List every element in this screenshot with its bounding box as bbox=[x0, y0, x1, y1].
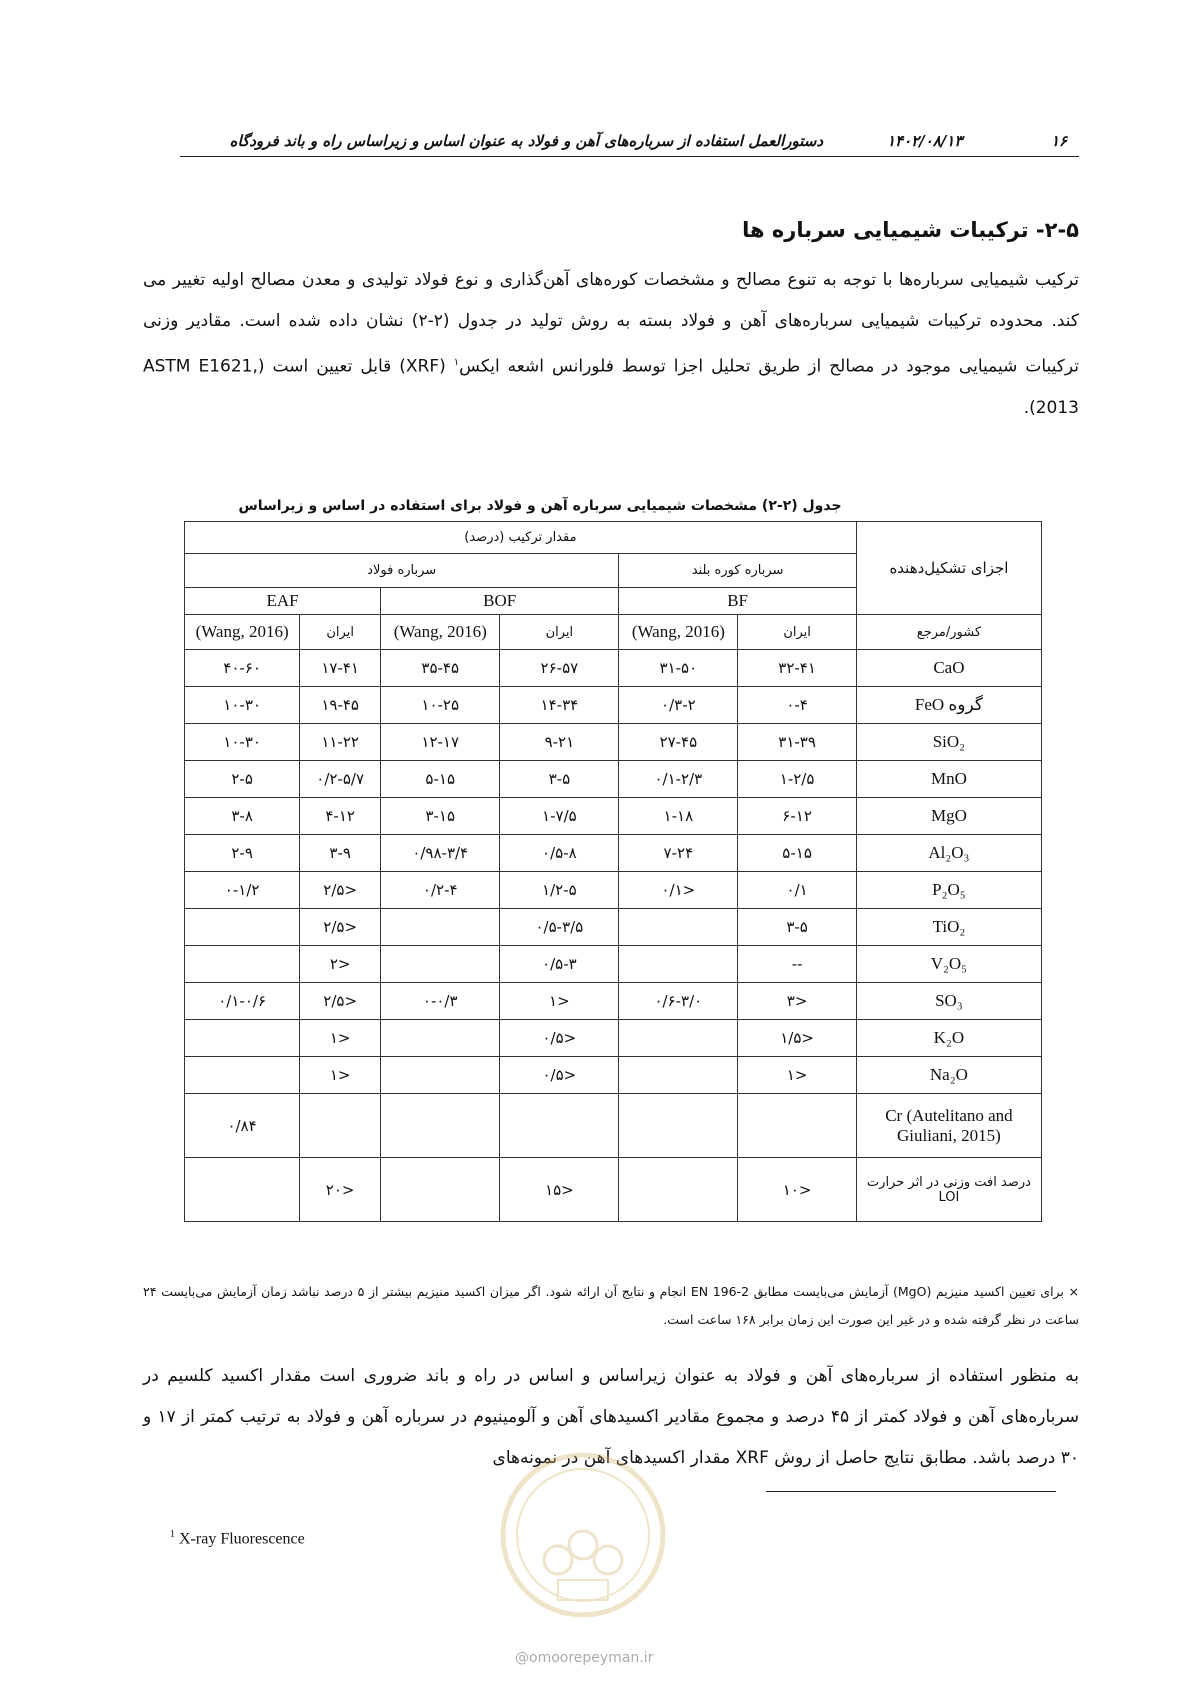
value-cell bbox=[185, 1158, 300, 1222]
component-name: MgO bbox=[856, 798, 1041, 835]
value-cell: ۵-۱۵ bbox=[381, 761, 500, 798]
header-date: ۱۴۰۲/۰۸/۱۳ bbox=[887, 132, 963, 150]
component-name: SiO₂ bbox=[856, 724, 1041, 761]
section-heading: ۲-۵- ترکیبات شیمیایی سرباره ها bbox=[742, 218, 1079, 242]
table-row bbox=[185, 872, 1042, 909]
header-eaf: EAF bbox=[185, 588, 381, 615]
value-cell: ۷-۲۴ bbox=[619, 835, 738, 872]
table-row bbox=[185, 983, 1042, 1020]
header-iran-bf: ایران bbox=[738, 615, 856, 650]
value-cell: ۰/۱-۰/۶ bbox=[185, 983, 300, 1020]
component-name: گروه FeO bbox=[856, 687, 1041, 724]
value-cell: ۰/۵-۳/۵ bbox=[500, 909, 619, 946]
value-cell bbox=[619, 946, 738, 983]
value-cell: ۲۶-۵۷ bbox=[500, 650, 619, 687]
header-components: اجزای تشکیل‌دهنده bbox=[856, 522, 1041, 615]
table-row bbox=[185, 761, 1042, 798]
value-cell: ۳-۸ bbox=[185, 798, 300, 835]
value-cell: <۱۰ bbox=[738, 1158, 856, 1222]
paragraph-intro-end: (XRF) قابل تعیین است (ASTM E1621, 2013). bbox=[143, 356, 1079, 418]
table-note: × برای تعیین اکسید منیزیم (MgO) آزمایش می‌بایست مطابق EN 196-2 انجام و نتایج آن ارائه شود. اگر میزان اکسید منیزیم بیشتر از ۵ درصد نباشد زمان آزمایش می‌بایست ۲۴ ساعت در نظر گرفته شده و در غیر این صورت این زمان برابر ۱۶۸ ساعت است. bbox=[143, 1284, 1080, 1327]
header-wang-bof: (Wang, 2016) bbox=[381, 615, 500, 650]
value-cell: ۳-۱۵ bbox=[381, 798, 500, 835]
value-cell: ۱-۲/۵ bbox=[738, 761, 856, 798]
header-blast-furnace: سرباره کوره بلند bbox=[619, 554, 857, 588]
value-cell: ۱-۷/۵ bbox=[500, 798, 619, 835]
composition-table bbox=[184, 521, 1042, 1222]
table-row bbox=[185, 909, 1042, 946]
footnote-marker: 1 bbox=[170, 1529, 175, 1540]
value-cell: ۲-۵ bbox=[185, 761, 300, 798]
value-cell: ۳۱-۳۹ bbox=[738, 724, 856, 761]
value-cell: ۱۹-۴۵ bbox=[300, 687, 381, 724]
header-iran-eaf: ایران bbox=[300, 615, 381, 650]
paragraph-requirements: به منظور استفاده از سرباره‌های آهن و فولاد به عنوان زیراساس و اساس در راه و باند ضروری است مقدار اکسید کلسیم در سرباره‌های آهن و فولاد کمتر از ۴۵ درصد و مجموع مقادیر اکسیدهای آهن و آلومینیوم در سرباره آهن و فولاد به ترتیب کمتر از ۱۷ و ۳۰ درصد باشد. مطابق نتایج حاصل از روش XRF مقدار اکسیدهای آهن در نمونه‌های bbox=[143, 1366, 1079, 1468]
value-cell bbox=[619, 1020, 738, 1057]
footnote-ref: ۱ bbox=[453, 357, 460, 368]
component-name: SO₃ bbox=[856, 983, 1041, 1020]
value-cell: ۰-۱/۲ bbox=[185, 872, 300, 909]
value-cell: ۱۰-۳۰ bbox=[185, 687, 300, 724]
value-cell: ۱۲-۱۷ bbox=[381, 724, 500, 761]
value-cell: <۲ bbox=[300, 946, 381, 983]
component-name: Na₂O bbox=[856, 1057, 1041, 1094]
table-row bbox=[185, 1057, 1042, 1094]
table-row bbox=[185, 1158, 1042, 1222]
value-cell: ۰/۱-۲/۳ bbox=[619, 761, 738, 798]
component-name: V₂O₅ bbox=[856, 946, 1041, 983]
footnote-text: X-ray Fluorescence bbox=[179, 1530, 305, 1548]
component-name: Al₂O₃ bbox=[856, 835, 1041, 872]
component-name: P₂O₅ bbox=[856, 872, 1041, 909]
value-cell: <۳ bbox=[738, 983, 856, 1020]
value-cell: ۰/۱ bbox=[738, 872, 856, 909]
value-cell: ۱۷-۴۱ bbox=[300, 650, 381, 687]
value-cell bbox=[619, 909, 738, 946]
value-cell: ۰/۲-۵/۷ bbox=[300, 761, 381, 798]
value-cell: ۶-۱۲ bbox=[738, 798, 856, 835]
watermark-seal bbox=[498, 1450, 668, 1640]
value-cell: ۲-۹ bbox=[185, 835, 300, 872]
component-name: Cr (Autelitano and Giuliani, 2015) bbox=[856, 1094, 1041, 1158]
value-cell: <۲/۵ bbox=[300, 909, 381, 946]
header-wang-bf: (Wang, 2016) bbox=[619, 615, 738, 650]
value-cell bbox=[738, 1094, 856, 1158]
value-cell: <۱ bbox=[300, 1020, 381, 1057]
component-name: TiO₂ bbox=[856, 909, 1041, 946]
value-cell: ۰/۵-۸ bbox=[500, 835, 619, 872]
value-cell bbox=[300, 1094, 381, 1158]
value-cell: ۹-۲۱ bbox=[500, 724, 619, 761]
value-cell bbox=[381, 1158, 500, 1222]
value-cell bbox=[381, 1094, 500, 1158]
value-cell bbox=[381, 946, 500, 983]
value-cell: ۰/۲-۴ bbox=[381, 872, 500, 909]
value-cell: ۰/۶-۳/۰ bbox=[619, 983, 738, 1020]
value-cell: ۳۱-۵۰ bbox=[619, 650, 738, 687]
table-row bbox=[185, 724, 1042, 761]
value-cell bbox=[381, 1020, 500, 1057]
value-cell: ۳۲-۴۱ bbox=[738, 650, 856, 687]
table-caption: جدول (۲-۲) مشخصات شیمیایی سرباره آهن و فولاد برای استفاده در اساس و زیراساس bbox=[238, 498, 842, 514]
value-cell: ۳-۵ bbox=[500, 761, 619, 798]
value-cell: ۴۰-۶۰ bbox=[185, 650, 300, 687]
watermark-text: @omoorepeyman.ir bbox=[515, 1650, 654, 1666]
header-amount: مقدار ترکیب (درصد) bbox=[185, 522, 857, 554]
footnote bbox=[170, 1529, 305, 1548]
value-cell bbox=[500, 1094, 619, 1158]
component-name: CaO bbox=[856, 650, 1041, 687]
value-cell: ۱۰-۳۰ bbox=[185, 724, 300, 761]
header-country: کشور/مرجع bbox=[856, 615, 1041, 650]
value-cell: <۰/۵ bbox=[500, 1057, 619, 1094]
paragraph-intro-text: ترکیب شیمیایی سرباره‌ها با توجه به تنوع مصالح و مشخصات کوره‌های آهن‌گذاری و نوع فولاد تولیدی و معدن مصالح اولیه تغییر می کند. محدوده ترکیبات شیمیایی سرباره‌های آهن و فولاد بسته به روش تولید در جدول (۲-۲) نشان داده شده است. مقادیر وزنی ترکیبات شیمیایی موجود در مصالح از طریق تحلیل اجزا توسط فلورانس اشعه ایکس bbox=[143, 270, 1079, 377]
value-cell: <۱ bbox=[300, 1057, 381, 1094]
header-steel-slag: سرباره فولاد bbox=[185, 554, 619, 588]
header-title: دستورالعمل استفاده از سرباره‌های آهن و فولاد به عنوان اساس و زیراساس راه و باند فرودگاه bbox=[229, 132, 823, 150]
value-cell: ۳۵-۴۵ bbox=[381, 650, 500, 687]
header-wang-eaf: (Wang, 2016) bbox=[185, 615, 300, 650]
value-cell bbox=[185, 946, 300, 983]
component-name: MnO bbox=[856, 761, 1041, 798]
value-cell: <۰/۵ bbox=[500, 1020, 619, 1057]
value-cell: ۰-۴ bbox=[738, 687, 856, 724]
table-row bbox=[185, 1094, 1042, 1158]
component-name: K₂O bbox=[856, 1020, 1041, 1057]
value-cell: ۱۰-۲۵ bbox=[381, 687, 500, 724]
value-cell: ۰/۸۴ bbox=[185, 1094, 300, 1158]
value-cell: <۱۵ bbox=[500, 1158, 619, 1222]
value-cell: ۱-۱۸ bbox=[619, 798, 738, 835]
header-bof: BOF bbox=[381, 588, 619, 615]
component-name: درصد افت وزنی در اثر حرارت LOI bbox=[856, 1158, 1041, 1222]
header-bf: BF bbox=[619, 588, 857, 615]
page-number: ۱۶ bbox=[1051, 132, 1068, 150]
value-cell bbox=[185, 1020, 300, 1057]
value-cell: <۱/۵ bbox=[738, 1020, 856, 1057]
value-cell bbox=[185, 1057, 300, 1094]
value-cell: <۱ bbox=[738, 1057, 856, 1094]
header-rule bbox=[180, 156, 1079, 157]
table-row bbox=[185, 835, 1042, 872]
value-cell: ۱/۲-۵ bbox=[500, 872, 619, 909]
header-iran-bof: ایران bbox=[500, 615, 619, 650]
value-cell: <۱ bbox=[500, 983, 619, 1020]
value-cell: -- bbox=[738, 946, 856, 983]
value-cell: <۲/۵ bbox=[300, 872, 381, 909]
value-cell: ۴-۱۲ bbox=[300, 798, 381, 835]
paragraph-intro bbox=[143, 260, 1079, 429]
value-cell: ۱۴-۳۴ bbox=[500, 687, 619, 724]
value-cell bbox=[381, 1057, 500, 1094]
value-cell: ۵-۱۵ bbox=[738, 835, 856, 872]
value-cell: ۰/۹۸-۳/۴ bbox=[381, 835, 500, 872]
table-row bbox=[185, 1020, 1042, 1057]
value-cell: ۳-۵ bbox=[738, 909, 856, 946]
value-cell bbox=[619, 1057, 738, 1094]
value-cell: <۰/۱ bbox=[619, 872, 738, 909]
value-cell: ۰-۰/۳ bbox=[381, 983, 500, 1020]
value-cell bbox=[381, 909, 500, 946]
value-cell: <۲/۵ bbox=[300, 983, 381, 1020]
value-cell bbox=[185, 909, 300, 946]
footnote-rule bbox=[766, 1491, 1056, 1492]
value-cell: ۱۱-۲۲ bbox=[300, 724, 381, 761]
table-row bbox=[185, 687, 1042, 724]
value-cell bbox=[619, 1094, 738, 1158]
table-row bbox=[185, 798, 1042, 835]
table-row bbox=[185, 650, 1042, 687]
value-cell: ۰/۳-۲ bbox=[619, 687, 738, 724]
table-row bbox=[185, 946, 1042, 983]
value-cell: <۲۰ bbox=[300, 1158, 381, 1222]
value-cell: ۳-۹ bbox=[300, 835, 381, 872]
value-cell bbox=[619, 1158, 738, 1222]
value-cell: ۲۷-۴۵ bbox=[619, 724, 738, 761]
value-cell: ۰/۵-۳ bbox=[500, 946, 619, 983]
